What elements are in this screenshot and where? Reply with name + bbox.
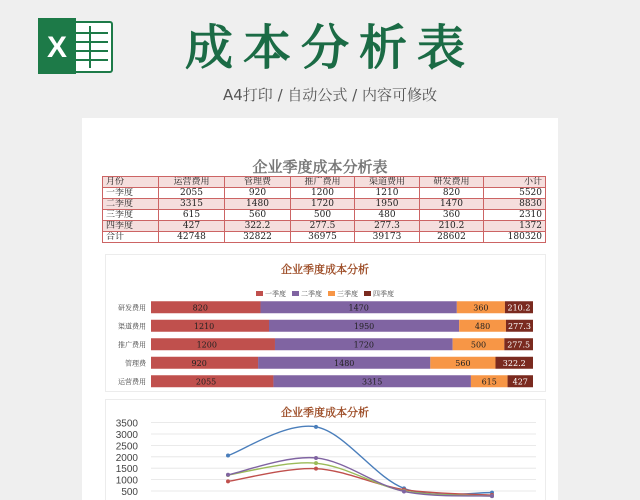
- column-header[interactable]: 月份: [103, 177, 159, 188]
- legend-swatch: [256, 291, 263, 296]
- table-row: [103, 210, 546, 221]
- line-data-point: [314, 467, 318, 471]
- table-cell[interactable]: 8830: [484, 199, 546, 210]
- cost-table: [102, 176, 546, 243]
- legend-label: 一季度: [265, 290, 286, 298]
- legend-label: 二季度: [301, 290, 322, 298]
- table-cell[interactable]: 39173: [355, 232, 420, 243]
- bar-data-label: 560: [455, 358, 471, 368]
- bar-category-label: 渠道费用: [118, 322, 146, 331]
- line-data-point: [314, 461, 318, 465]
- line-data-point: [314, 425, 318, 429]
- header-banner: [0, 0, 640, 116]
- line-series-path: [228, 426, 492, 494]
- bar-data-label: 1470: [348, 303, 369, 313]
- bar-chart-title: 企业季度成本分析: [281, 263, 369, 276]
- table-cell[interactable]: 277.5: [291, 221, 355, 232]
- column-header[interactable]: 小计: [484, 177, 546, 188]
- bar-data-label: 1720: [353, 340, 375, 350]
- bar-data-label: 360: [473, 303, 489, 313]
- y-tick-label: 1000: [115, 475, 138, 487]
- table-cell[interactable]: 28602: [420, 232, 484, 243]
- table-cell[interactable]: 1480: [225, 199, 291, 210]
- table-cell[interactable]: 四季度: [103, 221, 159, 232]
- excel-logo-letter: X: [46, 31, 68, 64]
- table-total-row: [103, 232, 546, 243]
- table-cell[interactable]: 500: [291, 210, 355, 221]
- column-header[interactable]: 渠道费用: [355, 177, 420, 188]
- bar-data-label: 820: [192, 303, 208, 313]
- table-cell[interactable]: 615: [159, 210, 225, 221]
- column-header[interactable]: 管理费: [225, 177, 291, 188]
- bar-data-label: 427: [512, 377, 528, 387]
- page-title: 成本分析表: [184, 20, 475, 76]
- bar-category-label: 管理费: [125, 359, 146, 368]
- excel-icon: [38, 16, 116, 76]
- y-tick-label: 3000: [115, 430, 138, 441]
- table-cell[interactable]: 2310: [484, 210, 546, 221]
- legend-swatch: [292, 291, 299, 296]
- y-tick-label: 3500: [115, 418, 138, 430]
- line-data-point: [226, 454, 230, 458]
- table-cell[interactable]: 560: [225, 210, 291, 221]
- table-cell[interactable]: 1372: [484, 221, 546, 232]
- bar-data-label: 1200: [196, 340, 217, 350]
- line-data-point: [490, 494, 494, 498]
- bar-category-label: 研发费用: [118, 303, 146, 312]
- table-cell[interactable]: 1200: [291, 188, 355, 199]
- line-series-path: [228, 458, 492, 496]
- bar-data-label: 920: [191, 358, 207, 368]
- bar-data-label: 277.3: [508, 321, 531, 331]
- legend-label: 三季度: [337, 290, 358, 298]
- table-cell[interactable]: 920: [225, 188, 291, 199]
- y-tick-label: 1500: [115, 464, 138, 476]
- bar-data-label: 1950: [353, 321, 375, 331]
- sheet-title: 企业季度成本分析表: [252, 158, 388, 176]
- line-data-point: [226, 479, 230, 483]
- line-data-point: [314, 456, 318, 460]
- column-header[interactable]: 运营费用: [159, 177, 225, 188]
- bar-category-label: 推广费用: [118, 340, 146, 349]
- table-cell[interactable]: 2055: [159, 188, 225, 199]
- table-cell[interactable]: 1720: [291, 199, 355, 210]
- table-cell[interactable]: 277.3: [355, 221, 420, 232]
- bar-data-label: 2055: [195, 377, 217, 387]
- table-cell[interactable]: 3315: [159, 199, 225, 210]
- table-cell[interactable]: 1950: [355, 199, 420, 210]
- line-chart-canvas: [106, 400, 545, 500]
- line-chart-title: 企业季度成本分析: [281, 406, 369, 419]
- legend-swatch: [328, 291, 335, 296]
- table-cell[interactable]: 210.2: [420, 221, 484, 232]
- table-row: [103, 199, 546, 210]
- table-cell[interactable]: 820: [420, 188, 484, 199]
- bar-data-label: 210.2: [507, 303, 531, 313]
- bar-category-label: 运营费用: [118, 377, 146, 386]
- table-cell[interactable]: 360: [420, 210, 484, 221]
- table-cell[interactable]: 1470: [420, 199, 484, 210]
- table-cell[interactable]: 1210: [355, 188, 420, 199]
- y-tick-label: 2500: [115, 441, 138, 453]
- bar-chart-canvas: [106, 255, 545, 391]
- table-cell[interactable]: 427: [159, 221, 225, 232]
- bar-data-label: 277.5: [507, 340, 531, 350]
- bar-data-label: 615: [481, 377, 497, 387]
- line-data-point: [402, 489, 406, 493]
- table-cell[interactable]: 一季度: [103, 188, 159, 199]
- page-subtitle: A4打印 / 自动公式 / 内容可修改: [223, 86, 437, 104]
- table-cell[interactable]: 480: [355, 210, 420, 221]
- bar-data-label: 322.2: [502, 358, 526, 368]
- column-header[interactable]: 研发费用: [420, 177, 484, 188]
- y-tick-label: 2000: [115, 452, 138, 464]
- y-tick-label: 500: [121, 487, 138, 498]
- legend-swatch: [364, 291, 371, 296]
- stacked-bar-chart: [105, 254, 546, 392]
- column-header[interactable]: 推广费用: [291, 177, 355, 188]
- table-cell[interactable]: 合计: [103, 232, 159, 243]
- bar-data-label: 3315: [361, 377, 383, 387]
- table-cell[interactable]: 322.2: [225, 221, 291, 232]
- table-cell[interactable]: 32822: [225, 232, 291, 243]
- bar-data-label: 1210: [193, 321, 215, 331]
- table-cell[interactable]: 42748: [159, 232, 225, 243]
- table-cell[interactable]: 36975: [291, 232, 355, 243]
- bar-data-label: 500: [470, 340, 487, 350]
- table-cell[interactable]: 三季度: [103, 210, 159, 221]
- legend-label: 四季度: [373, 290, 394, 298]
- table-cell[interactable]: 5520: [484, 188, 546, 199]
- line-chart: [105, 399, 546, 500]
- table-header-row: [103, 177, 546, 188]
- bar-data-label: 480: [474, 321, 491, 331]
- table-row: [103, 221, 546, 232]
- table-cell[interactable]: 180320: [484, 232, 546, 243]
- spreadsheet-page: [82, 118, 558, 500]
- table-cell[interactable]: 二季度: [103, 199, 159, 210]
- table-row: [103, 188, 546, 199]
- line-data-point: [226, 473, 230, 477]
- bar-data-label: 1480: [334, 358, 355, 368]
